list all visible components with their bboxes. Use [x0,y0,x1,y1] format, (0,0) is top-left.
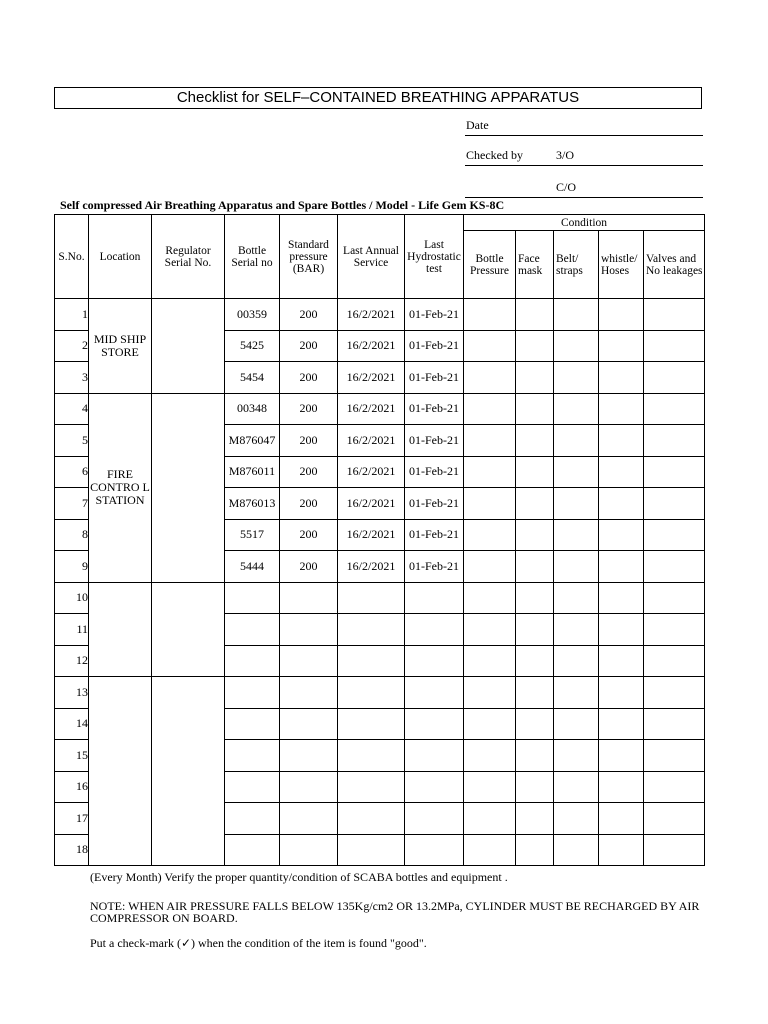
cell-location [89,582,152,677]
cell-valves[interactable] [644,393,705,425]
cell-last-annual [338,740,405,772]
header-whistle-hoses: whistle/ Hoses [599,231,644,299]
cell-face-mask[interactable] [516,708,554,740]
checked-by-line [465,147,703,166]
cell-face-mask[interactable] [516,362,554,394]
cell-valves[interactable] [644,425,705,457]
cell-belt-straps[interactable] [554,645,599,677]
cell-face-mask[interactable] [516,582,554,614]
cell-valves[interactable] [644,488,705,520]
header-std-pressure: Standard pressure (BAR) [280,215,338,299]
cell-face-mask[interactable] [516,519,554,551]
cell-last-hydro [405,708,464,740]
table-row [55,582,705,614]
cell-whistle-hoses[interactable] [599,393,644,425]
cell-regulator-serial[interactable] [152,582,225,677]
cell-sno: 6 [55,456,89,488]
cell-whistle-hoses[interactable] [599,330,644,362]
cell-belt-straps[interactable] [554,708,599,740]
cell-sno: 5 [55,425,89,457]
cell-bottle-serial: 5454 [225,362,280,394]
cell-belt-straps[interactable] [554,834,599,866]
cell-whistle-hoses[interactable] [599,677,644,709]
cell-bottle-pressure[interactable] [464,582,516,614]
cell-last-annual [338,708,405,740]
cell-last-hydro [405,582,464,614]
date-label: Date [466,118,489,132]
cell-last-annual [338,614,405,646]
note-monthly: (Every Month) Verify the proper quantity/condition of SCABA bottles and equipment . [90,870,508,884]
cell-whistle-hoses[interactable] [599,551,644,583]
cell-last-annual: 16/2/2021 [338,551,405,583]
cell-last-annual: 16/2/2021 [338,488,405,520]
cell-last-annual [338,582,405,614]
checklist-table [54,214,705,866]
cell-valves[interactable] [644,330,705,362]
cell-last-hydro [405,614,464,646]
cell-last-hydro: 01-Feb-21 [405,488,464,520]
cell-last-hydro: 01-Feb-21 [405,551,464,583]
cell-valves[interactable] [644,740,705,772]
cell-belt-straps[interactable] [554,771,599,803]
table-row [55,299,705,331]
cell-valves[interactable] [644,582,705,614]
cell-valves[interactable] [644,677,705,709]
cell-last-hydro: 01-Feb-21 [405,456,464,488]
cell-whistle-hoses[interactable] [599,425,644,457]
cell-last-annual [338,834,405,866]
cell-std-pressure: 200 [280,519,338,551]
header-valves: Valves and No leakages [644,231,705,299]
cell-std-pressure: 200 [280,456,338,488]
cell-sno: 15 [55,740,89,772]
cell-last-hydro [405,677,464,709]
cell-location: MID SHIP STORE [89,299,152,394]
cell-valves[interactable] [644,551,705,583]
cell-last-hydro [405,803,464,835]
cell-bottle-pressure[interactable] [464,393,516,425]
co-value[interactable]: C/O [556,180,577,194]
cell-sno: 16 [55,771,89,803]
cell-valves[interactable] [644,834,705,866]
cell-bottle-pressure[interactable] [464,456,516,488]
note-checkmark: Put a check-mark (✓) when the condition of the item is found "good". [90,936,427,950]
cell-last-hydro: 01-Feb-21 [405,393,464,425]
cell-regulator-serial[interactable] [152,677,225,866]
cell-face-mask[interactable] [516,456,554,488]
cell-sno: 11 [55,614,89,646]
cell-bottle-serial: M876013 [225,488,280,520]
cell-bottle-pressure[interactable] [464,614,516,646]
cell-sno: 14 [55,708,89,740]
cell-last-hydro: 01-Feb-21 [405,519,464,551]
cell-last-hydro: 01-Feb-21 [405,425,464,457]
cell-sno: 10 [55,582,89,614]
cell-std-pressure [280,677,338,709]
cell-belt-straps[interactable] [554,330,599,362]
cell-whistle-hoses[interactable] [599,803,644,835]
date-line [465,117,703,136]
cell-face-mask[interactable] [516,771,554,803]
cell-whistle-hoses[interactable] [599,362,644,394]
cell-face-mask[interactable] [516,677,554,709]
header-belt-straps: Belt/ straps [554,231,599,299]
cell-std-pressure [280,614,338,646]
cell-belt-straps[interactable] [554,393,599,425]
cell-valves[interactable] [644,299,705,331]
header-regulator: Regulator Serial No. [152,215,225,299]
cell-bottle-serial [225,614,280,646]
cell-bottle-pressure[interactable] [464,708,516,740]
cell-bottle-pressure[interactable] [464,645,516,677]
cell-whistle-hoses[interactable] [599,488,644,520]
cell-std-pressure [280,740,338,772]
cell-whistle-hoses[interactable] [599,519,644,551]
cell-bottle-serial [225,803,280,835]
cell-bottle-serial [225,771,280,803]
cell-last-annual [338,645,405,677]
cell-last-annual: 16/2/2021 [338,425,405,457]
cell-sno: 13 [55,677,89,709]
cell-whistle-hoses[interactable] [599,740,644,772]
cell-sno: 18 [55,834,89,866]
cell-bottle-serial: M876047 [225,425,280,457]
cell-bottle-serial [225,740,280,772]
header-bottle-pressure: Bottle Pressure [464,231,516,299]
cell-std-pressure: 200 [280,551,338,583]
cell-face-mask[interactable] [516,834,554,866]
cell-sno: 2 [55,330,89,362]
cell-sno: 17 [55,803,89,835]
header-condition: Condition [464,215,705,231]
header-location: Location [89,215,152,299]
cell-bottle-pressure[interactable] [464,771,516,803]
cell-face-mask[interactable] [516,425,554,457]
cell-std-pressure: 200 [280,330,338,362]
cell-std-pressure [280,708,338,740]
cell-std-pressure: 200 [280,362,338,394]
cell-belt-straps[interactable] [554,677,599,709]
cell-face-mask[interactable] [516,488,554,520]
cell-last-annual [338,677,405,709]
cell-belt-straps[interactable] [554,425,599,457]
cell-last-annual: 16/2/2021 [338,456,405,488]
cell-valves[interactable] [644,708,705,740]
cell-regulator-serial[interactable] [152,393,225,582]
cell-face-mask[interactable] [516,551,554,583]
cell-bottle-pressure[interactable] [464,330,516,362]
cell-std-pressure: 200 [280,393,338,425]
cell-std-pressure [280,803,338,835]
cell-bottle-pressure[interactable] [464,299,516,331]
cell-last-annual: 16/2/2021 [338,330,405,362]
cell-last-hydro [405,740,464,772]
header-sno: S.No. [55,215,89,299]
cell-last-hydro: 01-Feb-21 [405,299,464,331]
page-title: Checklist for SELF–CONTAINED BREATHING APPARATUS [54,87,702,109]
cell-face-mask[interactable] [516,299,554,331]
table-subtitle: Self compressed Air Breathing Apparatus and Spare Bottles / Model - Life Gem KS-8C [60,198,505,212]
cell-bottle-pressure[interactable] [464,425,516,457]
cell-bottle-serial [225,708,280,740]
cell-std-pressure: 200 [280,299,338,331]
cell-bottle-pressure[interactable] [464,834,516,866]
cell-sno: 3 [55,362,89,394]
cell-bottle-serial: 00359 [225,299,280,331]
cell-sno: 4 [55,393,89,425]
cell-std-pressure [280,771,338,803]
cell-belt-straps[interactable] [554,803,599,835]
cell-bottle-pressure[interactable] [464,677,516,709]
cell-sno: 8 [55,519,89,551]
co-line [465,179,703,198]
header-last-annual: Last Annual Service [338,215,405,299]
cell-bottle-serial [225,677,280,709]
cell-whistle-hoses[interactable] [599,582,644,614]
cell-whistle-hoses[interactable] [599,708,644,740]
cell-bottle-pressure[interactable] [464,519,516,551]
cell-bottle-pressure[interactable] [464,740,516,772]
cell-valves[interactable] [644,645,705,677]
cell-last-annual: 16/2/2021 [338,393,405,425]
cell-valves[interactable] [644,614,705,646]
cell-bottle-serial [225,645,280,677]
cell-bottle-serial [225,582,280,614]
cell-face-mask[interactable] [516,803,554,835]
checked-by-label: Checked by [466,148,523,162]
cell-location: FIRE CONTRO L STATION [89,393,152,582]
cell-belt-straps[interactable] [554,614,599,646]
cell-face-mask[interactable] [516,614,554,646]
cell-belt-straps[interactable] [554,582,599,614]
cell-last-hydro: 01-Feb-21 [405,330,464,362]
cell-belt-straps[interactable] [554,299,599,331]
header-face-mask: Face mask [516,231,554,299]
cell-std-pressure: 200 [280,425,338,457]
cell-sno: 9 [55,551,89,583]
cell-last-hydro [405,771,464,803]
cell-belt-straps[interactable] [554,519,599,551]
cell-bottle-serial [225,834,280,866]
cell-std-pressure [280,645,338,677]
cell-last-hydro: 01-Feb-21 [405,362,464,394]
cell-bottle-serial: 5425 [225,330,280,362]
cell-whistle-hoses[interactable] [599,456,644,488]
cell-last-annual: 16/2/2021 [338,519,405,551]
cell-face-mask[interactable] [516,393,554,425]
cell-std-pressure [280,582,338,614]
cell-valves[interactable] [644,771,705,803]
cell-last-hydro [405,834,464,866]
cell-whistle-hoses[interactable] [599,299,644,331]
cell-sno: 1 [55,299,89,331]
cell-face-mask[interactable] [516,645,554,677]
cell-last-annual: 16/2/2021 [338,362,405,394]
cell-bottle-pressure[interactable] [464,362,516,394]
cell-sno: 12 [55,645,89,677]
cell-sno: 7 [55,488,89,520]
cell-location [89,677,152,866]
checked-by-value[interactable]: 3/O [556,148,574,162]
cell-bottle-pressure[interactable] [464,488,516,520]
cell-belt-straps[interactable] [554,488,599,520]
cell-bottle-serial: 00348 [225,393,280,425]
header-last-hydro: Last Hydrostatic test [405,215,464,299]
cell-whistle-hoses[interactable] [599,834,644,866]
cell-belt-straps[interactable] [554,456,599,488]
cell-bottle-serial: M876011 [225,456,280,488]
cell-bottle-pressure[interactable] [464,803,516,835]
cell-bottle-pressure[interactable] [464,551,516,583]
table-row [55,393,705,425]
cell-last-annual [338,803,405,835]
cell-last-hydro [405,645,464,677]
cell-face-mask[interactable] [516,330,554,362]
cell-valves[interactable] [644,456,705,488]
cell-bottle-serial: 5444 [225,551,280,583]
cell-bottle-serial: 5517 [225,519,280,551]
cell-std-pressure [280,834,338,866]
cell-std-pressure: 200 [280,488,338,520]
cell-belt-straps[interactable] [554,362,599,394]
note-air-pressure: NOTE: WHEN AIR PRESSURE FALLS BELOW 135Kg/cm2 OR 13.2MPa, CYLINDER MUST BE RECHARGED BY AIR COMPRESSOR ON BOARD. [90,899,700,925]
cell-valves[interactable] [644,519,705,551]
cell-belt-straps[interactable] [554,740,599,772]
cell-belt-straps[interactable] [554,551,599,583]
cell-last-annual: 16/2/2021 [338,299,405,331]
cell-regulator-serial[interactable] [152,299,225,394]
cell-whistle-hoses[interactable] [599,645,644,677]
cell-valves[interactable] [644,803,705,835]
table-row [55,677,705,709]
cell-face-mask[interactable] [516,740,554,772]
cell-valves[interactable] [644,362,705,394]
header-bottle-serial: Bottle Serial no [225,215,280,299]
cell-whistle-hoses[interactable] [599,771,644,803]
cell-whistle-hoses[interactable] [599,614,644,646]
cell-last-annual [338,771,405,803]
